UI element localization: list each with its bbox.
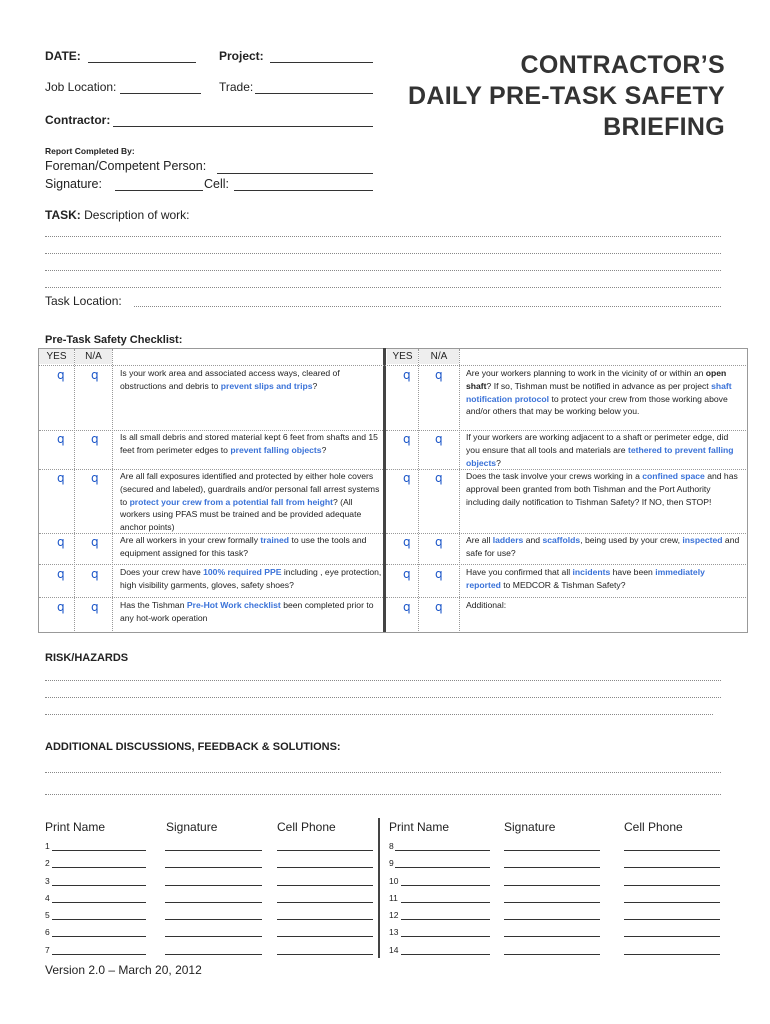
description-label: Description of work:	[84, 208, 190, 222]
cell-phone-field[interactable]	[624, 902, 720, 903]
signature-field[interactable]	[504, 850, 600, 851]
row-number: 12	[389, 910, 399, 920]
row-number: 6	[45, 927, 50, 937]
na-header-left: N/A	[75, 349, 112, 364]
task-line-2[interactable]	[45, 253, 721, 254]
checklist-question	[120, 470, 382, 534]
checklist-question	[466, 599, 741, 612]
signature-field[interactable]	[504, 885, 600, 886]
highlighted-term: 100% required PPE	[203, 567, 282, 577]
yes-checkbox[interactable]: q	[57, 471, 65, 485]
cell-phone-field[interactable]	[624, 867, 720, 868]
question-text: open shaft	[466, 368, 727, 391]
divider	[459, 349, 460, 631]
row-divider	[39, 564, 383, 565]
contractor-field[interactable]	[113, 126, 373, 127]
risk-line-2[interactable]	[45, 697, 721, 698]
yes-checkbox[interactable]: q	[57, 567, 65, 581]
question-text: have been	[610, 567, 656, 577]
checklist-question	[120, 367, 382, 393]
question-text: Are your workers planning to work in the vicinity of or within an	[466, 368, 706, 378]
yes-checkbox[interactable]: q	[403, 471, 411, 485]
row-number: 1	[45, 841, 50, 851]
row-divider	[386, 564, 746, 565]
highlighted-term: ladders	[492, 535, 524, 545]
print-name-header-right: Print Name	[389, 820, 450, 834]
yes-checkbox[interactable]: q	[57, 368, 65, 382]
yes-checkbox[interactable]: q	[57, 535, 65, 549]
cell-phone-header-right: Cell Phone	[624, 820, 683, 834]
signature-field[interactable]	[165, 936, 262, 937]
print-name-field[interactable]	[401, 885, 490, 886]
signature-header-right: Signature	[504, 820, 556, 834]
cell-phone-field[interactable]	[624, 850, 720, 851]
na-checkbox[interactable]: q	[91, 471, 99, 485]
question-text: Is all small debris and stored material kept 6 feet from shafts and 15 feet from perimeter edges to	[120, 432, 378, 455]
signature-field[interactable]	[165, 885, 262, 886]
na-checkbox[interactable]: q	[91, 600, 99, 614]
question-text: , being used by your crew,	[580, 535, 683, 545]
center-divider	[383, 348, 386, 632]
cell-phone-field[interactable]	[624, 919, 720, 920]
row-number: 14	[389, 945, 399, 955]
task-line-1[interactable]	[45, 236, 721, 237]
row-number: 5	[45, 910, 50, 920]
task-location-field[interactable]	[134, 306, 721, 307]
yes-checkbox[interactable]: q	[57, 600, 65, 614]
na-header-right: N/A	[419, 349, 459, 364]
divider	[74, 349, 75, 631]
print-name-field[interactable]	[401, 954, 490, 955]
print-name-field[interactable]	[52, 885, 146, 886]
print-name-header-left: Print Name	[45, 820, 106, 834]
signature-field[interactable]	[165, 850, 262, 851]
row-divider	[386, 597, 746, 598]
divider	[112, 349, 113, 631]
title-line-2: DAILY PRE-TASK SAFETY	[408, 82, 725, 110]
na-checkbox[interactable]: q	[435, 567, 443, 581]
cell-phone-field[interactable]	[277, 919, 373, 920]
yes-checkbox[interactable]: q	[57, 432, 65, 446]
question-text: ?	[312, 380, 318, 391]
row-number: 8	[389, 841, 394, 851]
version-text: Version 2.0 – March 20, 2012	[45, 963, 202, 977]
cell-phone-field[interactable]	[277, 936, 373, 937]
na-checkbox[interactable]: q	[91, 432, 99, 446]
project-label: Project:	[219, 49, 264, 63]
highlighted-term: Pre-Hot Work checklist	[186, 600, 281, 610]
na-checkbox[interactable]: q	[435, 535, 443, 549]
row-number: 11	[389, 893, 398, 903]
question-text: including , eye protection, high visibility garments, gloves, safety shoes?	[120, 567, 382, 590]
cell-phone-field[interactable]	[624, 885, 720, 886]
na-checkbox[interactable]: q	[435, 600, 443, 614]
print-name-field[interactable]	[52, 902, 146, 903]
checklist-question	[120, 534, 382, 560]
question-text: Does the task involve your crews working in a	[466, 471, 643, 481]
checklist-question	[466, 367, 741, 418]
question-text: to protect your crew from those working above and/or others that may be working below you.	[466, 393, 728, 417]
question-text: and safe for use?	[466, 535, 740, 558]
cell-field[interactable]	[234, 190, 373, 191]
na-checkbox[interactable]: q	[91, 368, 99, 382]
task-line-4[interactable]	[45, 287, 721, 288]
print-name-field[interactable]	[395, 867, 490, 868]
cell-label: Cell:	[204, 177, 230, 191]
question-text: ? If so, Tishman must be notified in advance as per project	[486, 380, 712, 391]
print-name-field[interactable]	[52, 867, 146, 868]
trade-field[interactable]	[255, 93, 373, 94]
highlighted-term: incidents	[572, 567, 611, 577]
question-text: Are all workers in your crew formally	[120, 535, 261, 545]
title-line-3: BRIEFING	[603, 113, 725, 141]
risk-line-3[interactable]	[45, 714, 713, 715]
highlighted-term: immediately reported	[466, 567, 705, 590]
question-text: ? (All workers using PFAS must be trained and be provided adequate anchor points)	[120, 496, 362, 533]
cell-phone-field[interactable]	[624, 936, 720, 937]
yes-checkbox[interactable]: q	[403, 432, 411, 446]
question-text: If your workers are working adjacent to a shaft or perimeter edge, did you ensure that all tools and materials are	[466, 432, 729, 455]
report-completed-label: Report Completed By:	[45, 146, 135, 156]
signature-field[interactable]	[504, 936, 600, 937]
question-text: ?	[321, 444, 327, 455]
signature-header-left: Signature	[166, 820, 218, 834]
checklist-question	[120, 599, 382, 625]
checklist-title: Pre-Task Safety Checklist:	[45, 334, 183, 346]
yes-checkbox[interactable]: q	[403, 600, 411, 614]
contractor-label: Contractor:	[45, 113, 111, 127]
question-text: ?	[496, 457, 501, 468]
print-name-field[interactable]	[401, 936, 490, 937]
na-checkbox[interactable]: q	[91, 535, 99, 549]
question-text: been completed prior to any hot-work operation	[120, 600, 374, 623]
row-number: 3	[45, 876, 50, 886]
row-number: 13	[389, 927, 399, 937]
highlighted-term: shaft notification protocol	[466, 380, 732, 404]
row-number: 4	[45, 893, 50, 903]
print-name-field[interactable]	[401, 902, 490, 903]
cell-phone-header-left: Cell Phone	[277, 820, 336, 834]
cell-phone-field[interactable]	[277, 902, 373, 903]
cell-phone-field[interactable]	[277, 867, 373, 868]
checklist-question	[466, 534, 741, 560]
highlighted-term: prevent falling objects	[230, 444, 322, 455]
highlighted-term: trained	[260, 535, 290, 545]
signature-field[interactable]	[165, 919, 262, 920]
signature-field[interactable]	[504, 954, 600, 955]
question-text: to use the tools and equipment assigned for this task?	[120, 535, 367, 558]
row-number: 7	[45, 945, 50, 955]
question-text: to MEDCOR & Tishman Safety?	[500, 579, 626, 590]
yes-header-right: YES	[387, 349, 418, 364]
signature-field[interactable]	[165, 867, 262, 868]
discussion-line-1[interactable]	[45, 772, 721, 773]
job-location-label: Job Location:	[45, 80, 117, 94]
checklist-question	[120, 566, 382, 592]
task-location-label: Task Location:	[45, 294, 122, 308]
question-text: and	[523, 535, 543, 545]
date-field[interactable]	[88, 62, 196, 63]
yes-checkbox[interactable]: q	[403, 535, 411, 549]
risk-line-1[interactable]	[45, 680, 721, 681]
cell-phone-field[interactable]	[277, 885, 373, 886]
print-name-field[interactable]	[401, 919, 490, 920]
question-text: Are all	[466, 535, 493, 545]
print-name-field[interactable]	[52, 919, 146, 920]
print-name-field[interactable]	[52, 936, 146, 937]
checklist-question	[466, 431, 741, 469]
project-field[interactable]	[270, 62, 373, 63]
yes-checkbox[interactable]: q	[403, 368, 411, 382]
row-number: 9	[389, 858, 394, 868]
signature-field[interactable]	[504, 867, 600, 868]
na-checkbox[interactable]: q	[435, 432, 443, 446]
foreman-label: Foreman/Competent Person:	[45, 159, 207, 173]
task-line-3[interactable]	[45, 270, 721, 271]
yes-header-left: YES	[39, 349, 74, 364]
question-text: and has approval been granted from both Tishman and the Port Authority including daily notification to Tishman Safety? If NO, then STOP!	[466, 471, 738, 507]
cell-phone-field[interactable]	[277, 954, 373, 955]
highlighted-term: prevent slips and trips	[220, 380, 313, 391]
print-name-field[interactable]	[395, 850, 490, 851]
highlighted-term: confined space	[642, 471, 705, 481]
row-divider	[39, 597, 383, 598]
discussion-line-2[interactable]	[45, 794, 721, 795]
question-text: Is your work area and associated access ways, cleared of obstructions and debris to	[120, 368, 340, 391]
question-text: Have you confirmed that all	[466, 567, 573, 577]
row-divider	[39, 365, 746, 366]
row-number: 2	[45, 858, 50, 868]
signature-field[interactable]	[165, 954, 262, 955]
question-text: Are all fall exposures identified and protected by either hole covers (secured and labeled), guardrails and/or personal fall arrest systems to	[120, 471, 380, 507]
task-label: TASK:	[45, 208, 81, 222]
cell-phone-field[interactable]	[277, 850, 373, 851]
title-line-1: CONTRACTOR’S	[520, 51, 725, 79]
highlighted-term: inspected	[682, 535, 723, 545]
highlighted-term: tethered to prevent falling objects	[466, 444, 734, 468]
checklist-question	[466, 470, 741, 508]
signature-field[interactable]	[115, 190, 203, 191]
question-text: Additional:	[466, 600, 507, 610]
checklist-question	[120, 431, 382, 457]
signature-field[interactable]	[504, 919, 600, 920]
signature-label: Signature:	[45, 177, 102, 191]
date-label: DATE:	[45, 49, 81, 63]
signature-field[interactable]	[165, 902, 262, 903]
divider	[418, 349, 419, 631]
discussion-label: ADDITIONAL DISCUSSIONS, FEEDBACK & SOLUTIONS:	[45, 741, 341, 753]
signature-field[interactable]	[504, 902, 600, 903]
na-checkbox[interactable]: q	[435, 471, 443, 485]
trade-label: Trade:	[219, 80, 254, 94]
print-name-field[interactable]	[52, 850, 146, 851]
na-checkbox[interactable]: q	[435, 368, 443, 382]
signoff-divider	[378, 818, 380, 958]
print-name-field[interactable]	[52, 954, 146, 955]
na-checkbox[interactable]: q	[91, 567, 99, 581]
foreman-field[interactable]	[217, 173, 373, 174]
cell-phone-field[interactable]	[624, 954, 720, 955]
highlighted-term: protect your crew from a potential fall from height	[129, 496, 333, 507]
question-text: Has the Tishman	[120, 600, 187, 610]
job-location-field[interactable]	[120, 93, 201, 94]
risk-label: RISK/HAZARDS	[45, 652, 129, 664]
row-number: 10	[389, 876, 399, 886]
highlighted-term: scaffolds	[542, 535, 581, 545]
checklist-question	[466, 566, 741, 592]
task-heading	[45, 208, 190, 222]
yes-checkbox[interactable]: q	[403, 567, 411, 581]
question-text: Does your crew have	[120, 567, 204, 577]
